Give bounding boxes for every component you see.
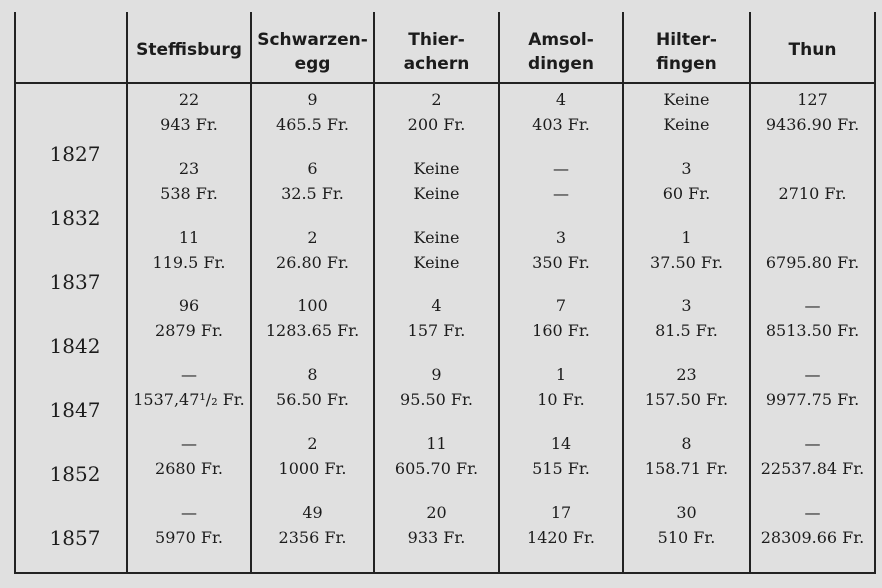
cell-count: —	[181, 365, 197, 384]
cell-count: —	[181, 434, 197, 453]
table-cell	[128, 362, 250, 412]
table-cell	[128, 431, 250, 481]
cell-amount: 60 Fr.	[662, 184, 711, 203]
table-cell	[500, 431, 622, 481]
table-cell	[624, 225, 749, 275]
table-cell	[500, 362, 622, 412]
cell-count	[751, 225, 874, 250]
cell-count: 17	[550, 503, 572, 522]
cell-amount: 28309.66 Fr.	[760, 528, 865, 547]
table-cell	[624, 87, 749, 137]
table-cell	[252, 431, 373, 481]
header-divider	[14, 82, 876, 84]
table-cell	[500, 500, 622, 550]
year-label: 1837	[49, 270, 101, 294]
cell-count: 3	[681, 296, 692, 315]
cell-amount: 1537,47¹/₂ Fr.	[133, 390, 245, 409]
table-cell	[624, 431, 749, 481]
cell-amount: 9436.90 Fr.	[765, 115, 860, 134]
table-cell	[751, 362, 874, 412]
column-header-thun: Thun	[788, 40, 837, 60]
table-cell	[751, 431, 874, 481]
cell-amount: 403 Fr.	[532, 115, 590, 134]
table-border-right	[874, 12, 876, 574]
cell-count: —	[804, 365, 821, 384]
table-cell	[751, 500, 874, 550]
cell-count: —	[181, 503, 197, 522]
cell-count: Keine	[413, 228, 460, 247]
cell-count: 49	[302, 503, 323, 522]
cell-count: 1	[681, 228, 692, 247]
cell-amount: 157 Fr.	[407, 321, 466, 340]
cell-count: 23	[178, 159, 200, 178]
cell-count: 11	[178, 228, 200, 247]
cell-count: 4	[431, 296, 442, 315]
table-cell	[751, 225, 874, 275]
cell-count: 3	[555, 228, 567, 247]
cell-amount: 95.50 Fr.	[400, 390, 473, 409]
cell-count: 9	[431, 365, 442, 384]
cell-amount: 160 Fr.	[532, 321, 590, 340]
cell-amount: 37.50 Fr.	[650, 253, 723, 272]
table-border-left	[14, 12, 16, 574]
cell-amount: 158.71 Fr.	[644, 459, 729, 478]
table-cell	[128, 500, 250, 550]
cell-count: 9	[307, 90, 318, 109]
cell-amount: 538 Fr.	[160, 184, 218, 203]
cell-count: —	[804, 296, 821, 315]
table-cell	[751, 156, 874, 206]
table-cell	[252, 293, 373, 343]
column-header-steffisburg: Steffisburg	[136, 40, 242, 60]
cell-amount: 465.5 Fr.	[276, 115, 349, 134]
cell-count: 1	[555, 365, 567, 384]
cell-amount: 1283.65 Fr.	[265, 321, 360, 340]
cell-count: 2	[431, 90, 442, 109]
cell-count: 20	[426, 503, 447, 522]
table-cell	[375, 293, 498, 343]
table-cell	[624, 500, 749, 550]
year-label: 1847	[49, 398, 101, 422]
table-cell	[500, 156, 622, 206]
cell-amount: 933 Fr.	[407, 528, 466, 547]
column-header-hilterfingen: Hilter- fingen	[656, 30, 717, 74]
table-cell	[375, 87, 498, 137]
cell-count: 8	[307, 365, 318, 384]
column-header-amsoldingen: Amsol- dingen	[528, 30, 594, 74]
cell-amount: 56.50 Fr.	[276, 390, 349, 409]
year-label: 1827	[49, 142, 101, 166]
table-cell	[624, 362, 749, 412]
cell-amount: 605.70 Fr.	[394, 459, 479, 478]
table-cell	[751, 87, 874, 137]
table-cell	[252, 87, 373, 137]
table-cell	[375, 500, 498, 550]
cell-amount: 81.5 Fr.	[655, 321, 718, 340]
cell-count: 23	[676, 365, 697, 384]
cell-amount: Keine	[413, 184, 460, 203]
cell-count: 11	[426, 434, 447, 453]
table-cell	[500, 293, 622, 343]
cell-amount: 8513.50 Fr.	[765, 321, 860, 340]
cell-amount: 350 Fr.	[532, 253, 590, 272]
cell-amount: 510 Fr.	[657, 528, 716, 547]
table-cell	[500, 87, 622, 137]
table-cell	[500, 225, 622, 275]
cell-count: 4	[555, 90, 567, 109]
table-cell	[252, 156, 373, 206]
table-cell	[128, 293, 250, 343]
cell-amount: 2710 Fr.	[778, 184, 847, 203]
cell-count: —	[804, 434, 821, 453]
table-cell	[252, 500, 373, 550]
cell-amount: 515 Fr.	[532, 459, 590, 478]
cell-amount: Keine	[663, 115, 710, 134]
cell-count: —	[804, 503, 821, 522]
cell-count: 14	[550, 434, 572, 453]
cell-amount: 32.5 Fr.	[281, 184, 344, 203]
table-cell	[624, 293, 749, 343]
cell-amount: —	[553, 184, 569, 203]
table-cell	[128, 156, 250, 206]
cell-count: 2	[307, 228, 318, 247]
table-cell	[375, 225, 498, 275]
cell-amount: 2879 Fr.	[155, 321, 223, 340]
cell-amount: Keine	[413, 253, 460, 272]
cell-count	[751, 156, 874, 181]
cell-amount: 200 Fr.	[407, 115, 466, 134]
cell-amount: 943 Fr.	[160, 115, 218, 134]
table-cell	[252, 362, 373, 412]
cell-amount: 6795.80 Fr.	[765, 253, 860, 272]
cell-amount: 22537.84 Fr.	[760, 459, 865, 478]
table-cell	[375, 156, 498, 206]
cell-count: Keine	[413, 159, 460, 178]
cell-amount: 9977.75 Fr.	[765, 390, 860, 409]
table-cell	[252, 225, 373, 275]
table-cell	[375, 362, 498, 412]
column-header-thierachern: Thier- achern	[403, 30, 470, 74]
table-cell	[128, 87, 250, 137]
table-cell	[375, 431, 498, 481]
cell-amount: 26.80 Fr.	[276, 253, 349, 272]
column-header-schwarzenegg: Schwarzen- egg	[257, 30, 368, 74]
year-label: 1832	[49, 206, 101, 230]
table-cell	[624, 156, 749, 206]
cell-amount: 157.50 Fr.	[644, 390, 729, 409]
year-label: 1857	[49, 526, 101, 550]
year-label: 1852	[49, 462, 101, 486]
cell-count: 7	[555, 296, 567, 315]
cell-count: 100	[297, 296, 328, 315]
cell-count: 30	[676, 503, 697, 522]
table-border-bottom	[14, 572, 876, 574]
cell-amount: 10 Fr.	[537, 390, 585, 409]
year-label: 1842	[49, 334, 101, 358]
cell-amount: 2680 Fr.	[155, 459, 223, 478]
cell-count: 8	[681, 434, 692, 453]
table-cell	[128, 225, 250, 275]
cell-amount: 1420 Fr.	[527, 528, 595, 547]
cell-count: 127	[797, 90, 828, 109]
cell-amount: 5970 Fr.	[155, 528, 223, 547]
cell-count: Keine	[663, 90, 710, 109]
cell-amount: 1000 Fr.	[278, 459, 347, 478]
cell-count: 3	[681, 159, 692, 178]
cell-count: 6	[307, 159, 318, 178]
cell-count: 2	[307, 434, 318, 453]
cell-amount: 2356 Fr.	[278, 528, 347, 547]
table-cell	[751, 293, 874, 343]
cell-count: —	[553, 159, 569, 178]
cell-amount: 119.5 Fr.	[152, 253, 226, 272]
cell-count: 96	[178, 296, 200, 315]
cell-count: 22	[178, 90, 200, 109]
